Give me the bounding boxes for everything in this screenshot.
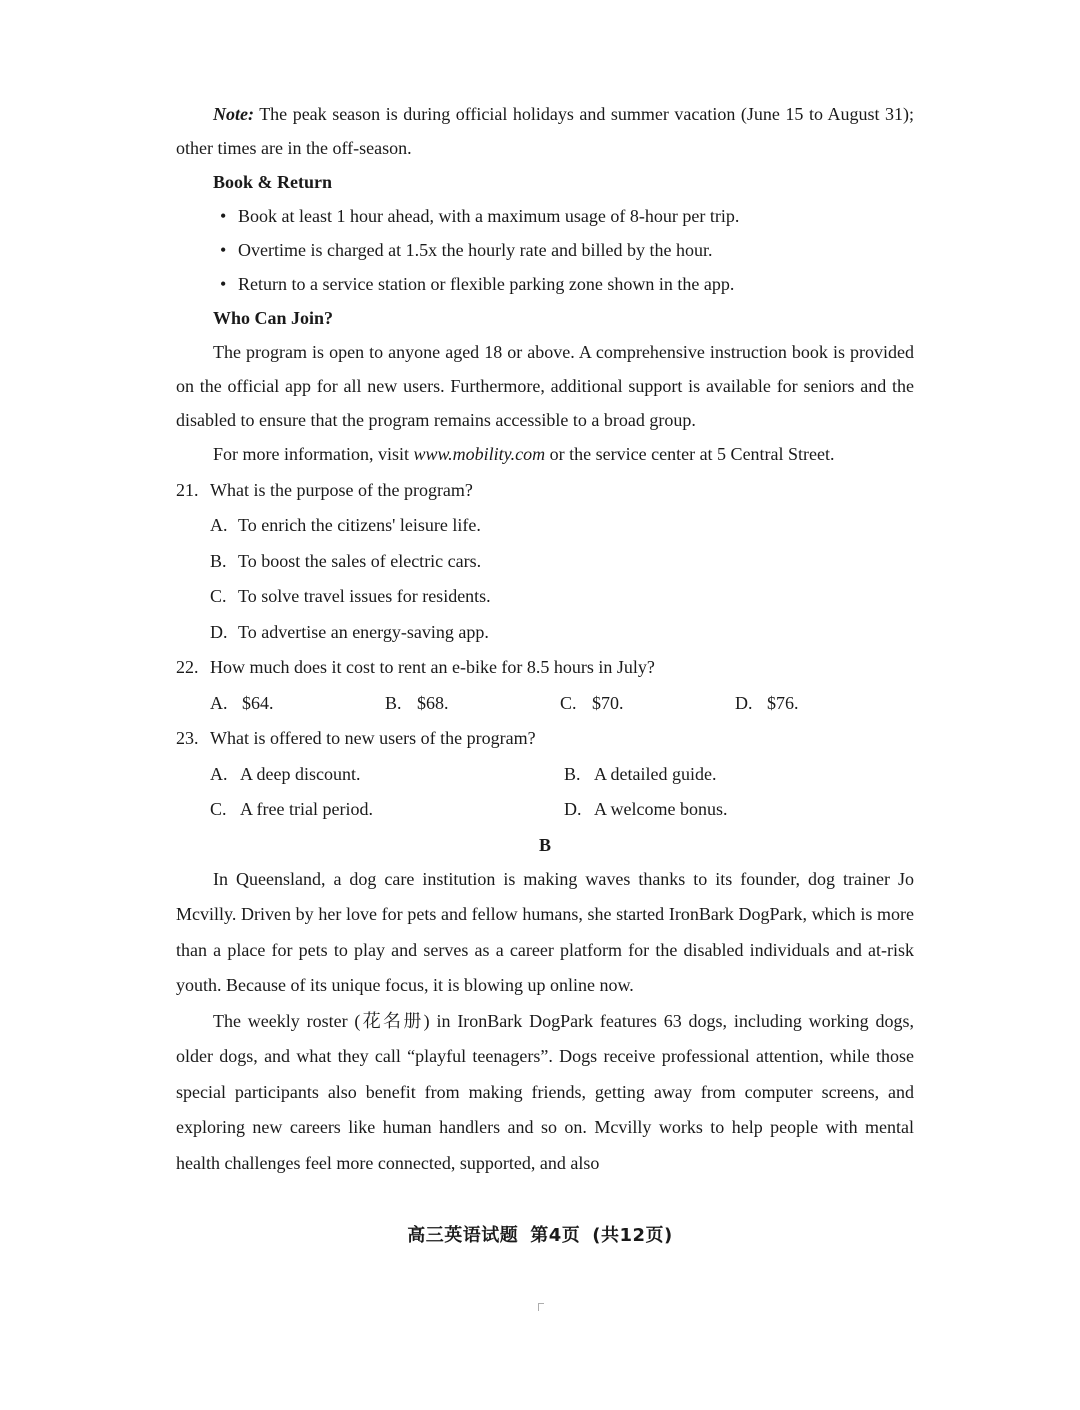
passage-b [176, 862, 914, 1182]
scan-speck-mark [538, 1303, 544, 1311]
option-a: A. To enrich the citizens' leisure life. [210, 515, 481, 535]
option-a: A. $64. [210, 692, 274, 713]
option-c: C. $70. [560, 692, 624, 713]
question-22-options [176, 686, 914, 722]
bullet-icon: • [220, 274, 227, 294]
who-can-join-heading: Who Can Join? [213, 308, 334, 328]
who-can-join-paragraph: The program is open to anyone aged 18 or above. A comprehensive instruction book is provided on the official app for all new users. Furthermore, additional support is available for seniors and the disabled to ensure that the program remains accessible to a broad group. [176, 342, 914, 430]
bullet-icon: • [220, 240, 227, 260]
footer-page-number: 第4页 [530, 1225, 581, 1246]
section-b-label: B [538, 834, 551, 855]
option-d: D. A welcome bonus. [564, 799, 728, 819]
footer-total-pages: (共12页) [592, 1225, 673, 1246]
option-b: B. To boost the sales of electric cars. [210, 550, 482, 571]
option-c: C. To solve travel issues for residents. [210, 586, 491, 606]
list-item: • Return to a service station or flexible parking zone shown in the app. [220, 267, 914, 301]
option-d: D. To advertise an energy-saving app. [210, 621, 489, 642]
note-paragraph [176, 97, 914, 165]
list-item: • Overtime is charged at 1.5x the hourly rate and billed by the hour. [220, 233, 914, 267]
question-21-options [176, 508, 914, 650]
book-return-list [176, 199, 914, 301]
footer-title: 高三英语试题 [407, 1225, 519, 1246]
passage-b-paragraph-2: The weekly roster (花名册) in IronBark DogPark features 63 dogs, including working dogs, older dogs, and what they call “playful teenagers”. Dogs receive professional attention, while those special participants also benefit from making friends, getting away from computer screens, and exploring new careers like human handlers and so on. Mcvilly works to help people with mental health challenges feel more connected, supported, and also [176, 1010, 914, 1173]
list-item: • Book at least 1 hour ahead, with a maximum usage of 8-hour per trip. [220, 199, 914, 233]
page-footer [0, 1221, 1080, 1251]
question-22: 22. How much does it cost to rent an e-bike for 8.5 hours in July? [176, 657, 655, 677]
book-return-heading: Book & Return [213, 172, 333, 192]
option-d: D. $76. [735, 692, 799, 713]
note-label: Note: [213, 104, 254, 124]
question-21: 21. What is the purpose of the program? [176, 480, 473, 500]
option-b: B. $68. [385, 692, 449, 713]
passage-b-paragraph-1: In Queensland, a dog care institution is making waves thanks to its founder, dog trainer Jo Mcvilly. Driven by her love for pets and fellow humans, she started IronBark DogPark, which is more than a place for pets to play and serves as a career platform for the disabled individuals and at-risk youth. Because of its unique focus, it is blowing up online now. [176, 868, 914, 995]
exam-page [176, 97, 914, 1181]
bullet-icon: • [220, 206, 227, 226]
option-b: B. A detailed guide. [564, 763, 717, 784]
question-23-options [176, 757, 914, 828]
option-a: A. A deep discount. [210, 763, 361, 784]
question-23: 23. What is offered to new users of the program? [176, 728, 536, 748]
note-text: The peak season is during official holidays and summer vacation (June 15 to August 31); other times are in the off-season. [176, 104, 914, 158]
more-info-paragraph: For more information, visit www.mobility.com or the service center at 5 Central Street. [213, 444, 835, 464]
option-c: C. A free trial period. [210, 799, 373, 819]
website-url: www.mobility.com [413, 444, 546, 464]
